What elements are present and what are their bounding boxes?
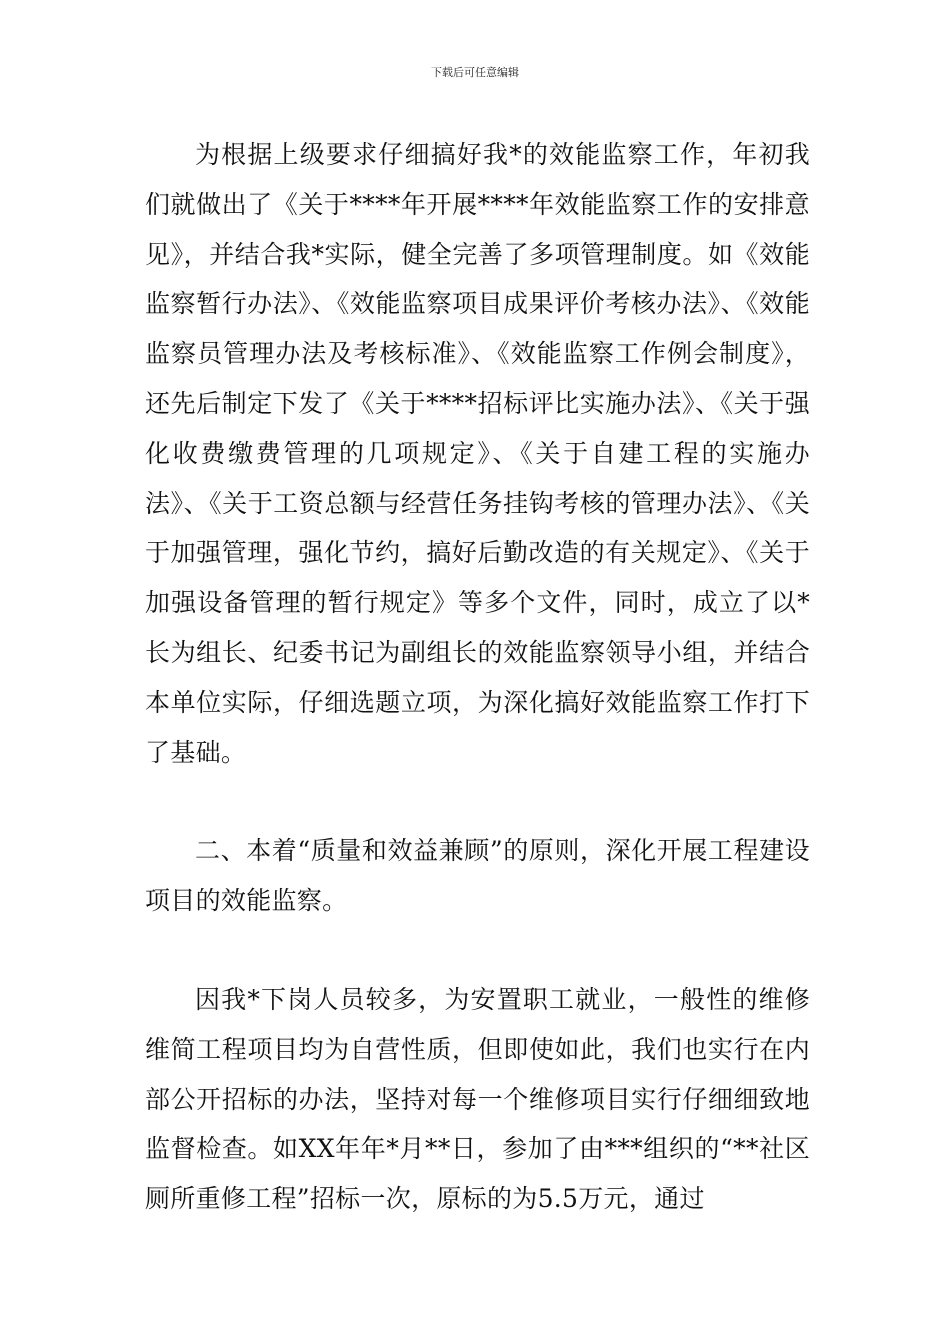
paragraph-maintenance: 因我*下岗人员较多，为安置职工就业，一般性的维修维简工程项目均为自营性质，但即使如此，我们也实行在内部公开招标的办法，坚持对每一个维修项目实行仔细细致地监督检查。如XX年年*月**日，参加了由***组织的“**社区厕所重修工程”招标一次，原标的为5.5万元，通过 (145, 984, 810, 1214)
paragraph-regulations: 为根据上级要求仔细搞好我*的效能监察工作，年初我们就做出了《关于****年开展****年效能监察工作的安排意见》，并结合我*实际，健全完善了多项管理制度。如《效能监察暂行办法》、《效能监察项目成果评价考核办法》、《效能监察员管理办法及考核标准》、《效能监察工作例会制度》，还先后制定下发了《关于****招标评比实施办法》、《关于强化收费缴费管理的几项规定》、《关于自建工程的实施办法》、《关于工资总额与经营任务挂钩考核的管理办法》、《关于加强管理，强化节约，搞好后勤改造的有关规定》、《关于加强设备管理的暂行规定》等多个文件，同时，成立了以*长为组长、纪委书记为副组长的效能监察领导小组，并结合本单位实际，仔细选题立项，为深化搞好效能监察工作打下了基础。 (145, 140, 810, 767)
document-body (145, 130, 810, 1224)
page-header: 下载后可任意编辑 (431, 66, 519, 79)
paragraph-section-heading: 二、本着“质量和效益兼顾”的原则，深化开展工程建设项目的效能监察。 (145, 836, 810, 916)
